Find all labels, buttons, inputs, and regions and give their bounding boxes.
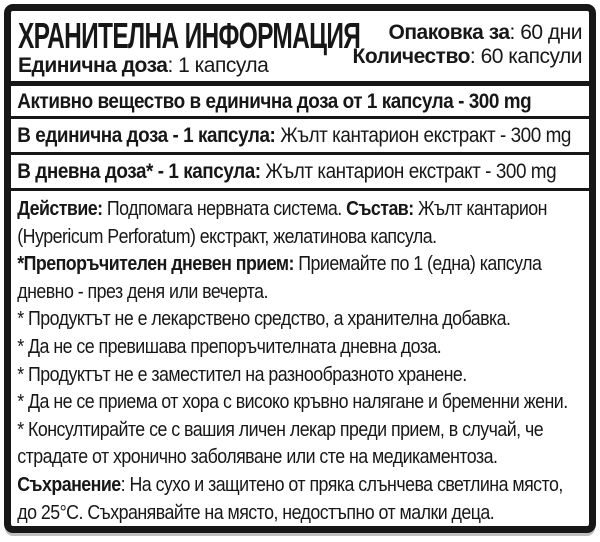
daily-dose-row-label: В дневна доза* - 1 капсула:: [17, 160, 261, 183]
quantity-label: Количество: [352, 45, 470, 68]
single-dose-row-label: В единична доза - 1 капсула:: [17, 124, 276, 147]
daily-dose-row: [11, 155, 557, 188]
daily-dose-row-value: Жълт кантарион екстракт - 300 mg: [260, 160, 557, 183]
paragraph-4: * Продуктът не е заместител на разнообразното хранене.: [17, 363, 467, 386]
header-left: [18, 15, 361, 78]
package-label: Опаковка за: [388, 21, 510, 44]
package-line: [353, 21, 582, 45]
active-substance-row: Активно вещество в единична доза от 1 капсула - 300 mg: [17, 90, 532, 113]
single-dose-label: Единична доза: [18, 54, 168, 77]
paragraph-2: * Продуктът не е лекарствено средство, а хранителна добавка.: [17, 308, 511, 331]
paragraph-6: * Консултирайте се с вашия личен лекар преди прием, в случай, че страдате от хронично заболяване или сте на медикаментоза.: [17, 418, 544, 469]
paragraph-3: * Да не се превишава препоръчителната дневна доза.: [17, 335, 442, 358]
single-dose-row: [11, 119, 571, 152]
package-value: : 60 дни: [509, 21, 582, 44]
label-header: [11, 11, 589, 81]
paragraph-5: * Да не се приема от хора с високо кръвно налягане и бременни жени.: [17, 391, 568, 414]
header-right: [353, 18, 582, 69]
quantity-value: : 60 капсули: [469, 45, 582, 68]
single-dose-value: : 1 капсула: [167, 54, 269, 77]
paragraph-7: Съхранение: На сухо и защитено от пряка слънчева светлина място, до 25°C. Съхранявайте на място, недостъпно от малки деца.: [17, 473, 563, 524]
paragraph-0: Действие: Подпомага нервната система. Състав: Жълт кантарион (Hypericum Perforatum) екстракт, желатинова капсула.: [17, 198, 547, 248]
paragraphs: [11, 191, 590, 527]
quantity-line: [353, 45, 582, 69]
single-dose-row-value: Жълт кантарион екстракт - 300 mg: [275, 124, 571, 147]
single-dose-line: [18, 54, 353, 78]
page-title: ХРАНИТЕЛНА ИНФОРМАЦИЯ: [18, 15, 361, 56]
nutrition-label: [4, 4, 596, 533]
paragraph-1: *Препоръчителен дневен прием: Приемайте по 1 (една) капсула дневно - през деня или вечерта.: [17, 253, 542, 303]
